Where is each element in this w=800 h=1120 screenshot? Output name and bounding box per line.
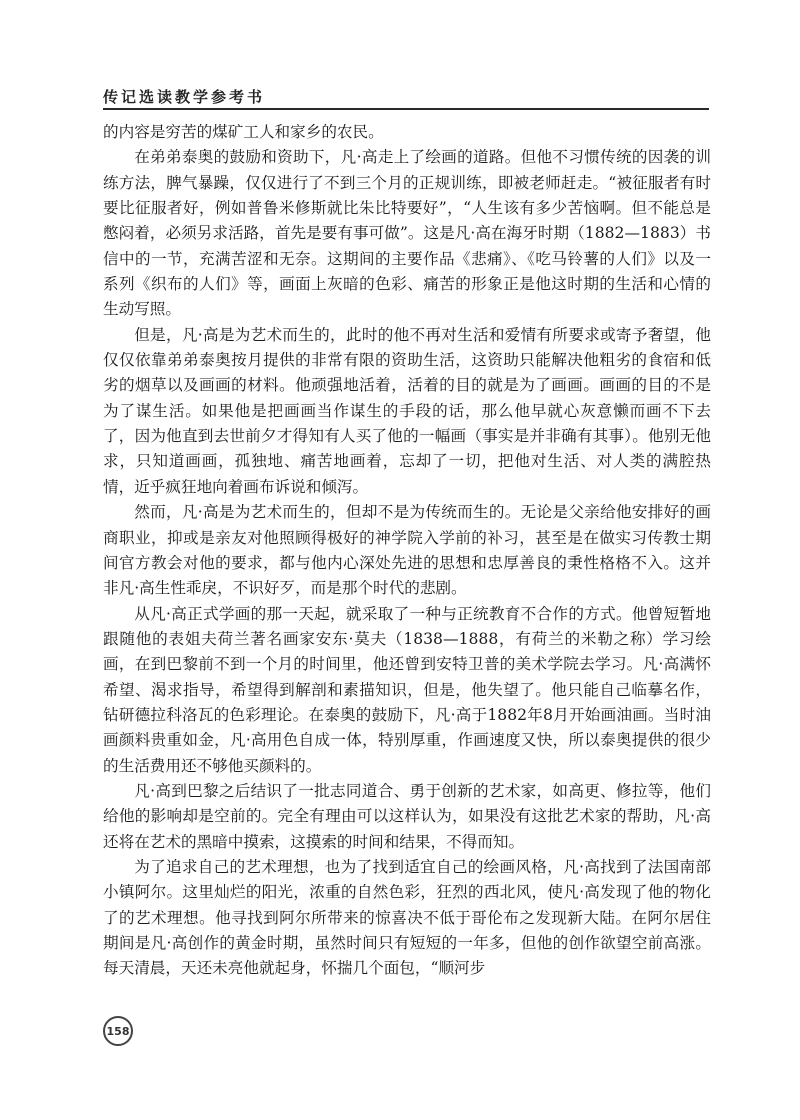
paragraph: 凡·高到巴黎之后结识了一批志同道合、勇于创新的艺术家，如高更、修拉等，他们给他的影响却是空前的。完全有理由可以这样认为，如果没有这批艺术家的帮助，凡·高还将在艺术的黑暗中摸索，这摸索的时间和结果，不得而知。 — [103, 781, 711, 851]
body-text — [103, 120, 711, 982]
paragraph: 在弟弟泰奥的鼓励和资助下，凡·高走上了绘画的道路。但他不习惯传统的因袭的训练方法，脾气暴躁，仅仅进行了不到三个月的正规训练，即被老师赶走。“被征服者有时要比征服者好，例如普鲁米修斯就比朱比特要好”，“人生该有多少苦恼啊。但不能总是憋闷着，必须另求活路，首先是要有事可做”。这是凡·高在海牙时期（1882—1883）书信中的一节，充满苦涩和无奈。这期间的主要作品《悲痛》、《吃马铃薯的人们》以及一系列《织布的人们》等，画面上灰暗的色彩、痛苦的形象正是他这时期的生活和心情的生动写照。 — [103, 148, 711, 319]
paragraph: 然而，凡·高是为艺术而生的，但却不是为传统而生的。无论是父亲给他安排好的画商职业，抑或是亲友对他照顾得极好的神学院入学前的补习，甚至是在做实习传教士期间官方教会对他的要求，都与他内心深处先进的思想和忠厚善良的秉性格格不入。这并非凡·高生性乖戾，不识好歹，而是那个时代的悲剧。 — [103, 503, 711, 598]
paragraph-continuation: 的内容是穷苦的煤矿工人和家乡的农民。 — [103, 123, 384, 141]
page-number: 158 — [103, 1016, 133, 1046]
paragraph: 但是，凡·高是为艺术而生的，此时的他不再对生活和爱情有所要求或寄予奢望，他仅仅依靠弟弟泰奥按月提供的非常有限的资助生活，这资助只能解决他粗劣的食宿和低劣的烟草以及画画的材料。他顽强地活着，活着的目的就是为了画画。画画的目的不是为了谋生活。如果他是把画画当作谋生的手段的话，那么他早就心灰意懒而画不下去了，因为他直到去世前夕才得知有人买了他的一幅画（事实是并非确有其事）。他别无他求，只知道画画，孤独地、痛苦地画着，忘却了一切，把他对生活、对人类的满腔热情，近乎疯狂地向着画布诉说和倾泻。 — [103, 325, 711, 496]
header-rule — [103, 108, 709, 110]
paragraph: 为了追求自己的艺术理想，也为了找到适宜自己的绘画风格，凡·高找到了法国南部小镇阿尔。这里灿烂的阳光，浓重的自然色彩，狂烈的西北风，使凡·高发现了他的物化了的艺术理想。他寻找到阿尔所带来的惊喜决不低于哥伦布之发现新大陆。在阿尔居住期间是凡·高创作的黄金时期，虽然时间只有短短的一年多，但他的创作欲望空前高涨。每天清晨，天还未亮他就起身，怀揣几个面包，“顺河步 — [103, 857, 711, 978]
paragraph: 从凡·高正式学画的那一天起，就采取了一种与正统教育不合作的方式。他曾短暂地跟随他的表姐夫荷兰著名画家安东·莫夫（1838—1888，有荷兰的米勒之称）学习绘画，在到巴黎前不到一个月的时间里，他还曾到安特卫普的美术学院去学习。凡·高满怀希望、渴求指导，希望得到解剖和素描知识，但是，他失望了。他只能自己临摹名作，钻研德拉科洛瓦的色彩理论。在泰奥的鼓励下，凡·高于1882年8月开始画油画。当时油画颜料贵重如金，凡·高用色自成一体，特别厚重，作画速度又快，所以泰奥提供的很少的生活费用还不够他买颜料的。 — [103, 604, 711, 775]
running-header: 传记选读教学参考书 — [103, 88, 266, 106]
